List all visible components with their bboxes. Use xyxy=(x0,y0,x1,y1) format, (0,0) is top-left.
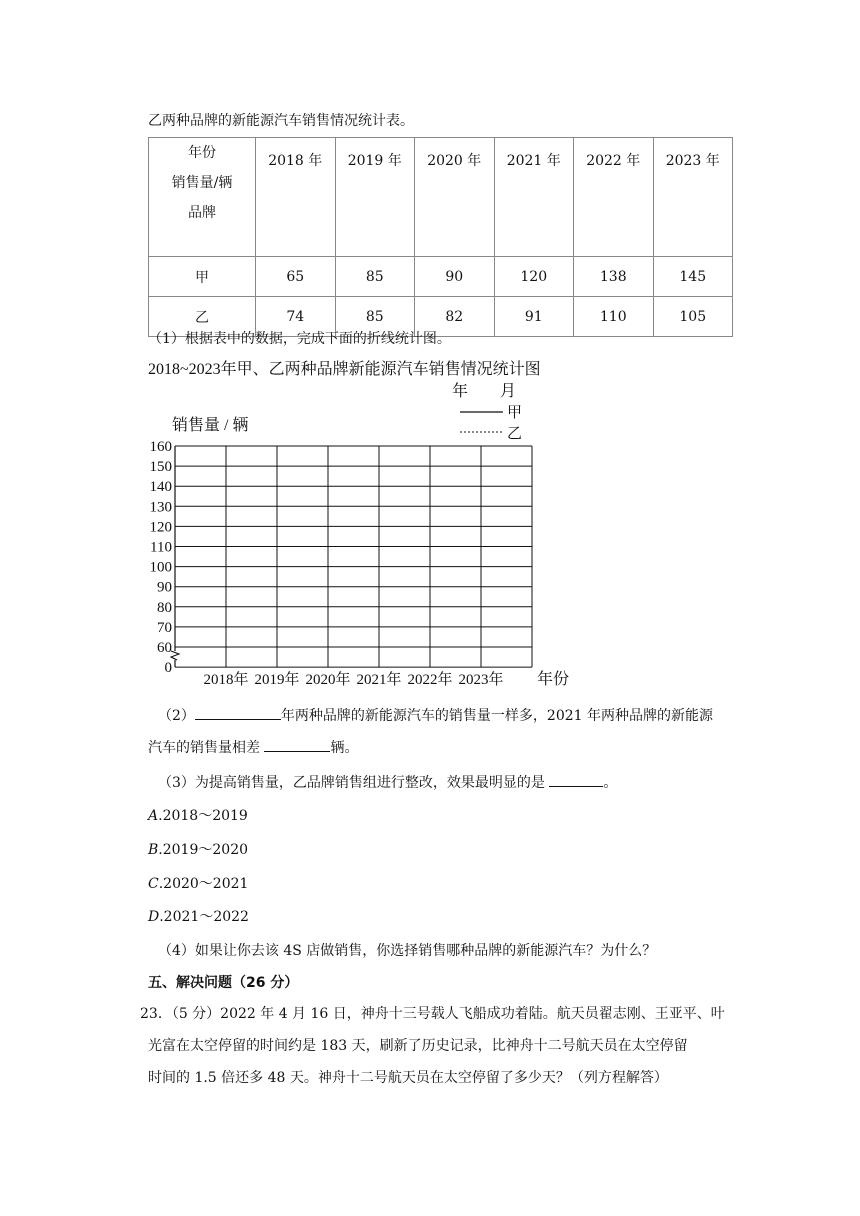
option-b[interactable] xyxy=(148,839,248,859)
value-cell: 74 xyxy=(256,297,336,337)
value-cell: 85 xyxy=(335,297,415,337)
value-cell: 138 xyxy=(574,257,654,297)
header-sales: 销售量/辆 xyxy=(171,175,233,191)
option-letter: A xyxy=(148,808,159,824)
question-23 xyxy=(140,998,730,1094)
option-c[interactable] xyxy=(148,873,248,893)
value-cell: 105 xyxy=(653,297,733,337)
option-letter: D xyxy=(148,909,160,925)
option-text: .2019～2020 xyxy=(158,842,249,858)
value-cell: 145 xyxy=(653,257,733,297)
x-tick-label: 2021年 xyxy=(356,672,402,689)
y-tick-label: 90 xyxy=(157,579,172,596)
header-year-cell: 2018 年 xyxy=(256,138,336,257)
x-tick-label: 2023年 xyxy=(458,672,504,689)
value-cell: 85 xyxy=(335,257,415,297)
x-axis-label: 年份 xyxy=(537,671,570,688)
y-tick-label: 100 xyxy=(149,559,172,576)
chart-legend xyxy=(460,404,522,442)
y-tick-label: 80 xyxy=(157,599,172,616)
q3-text: （3）为提高销售量，乙品牌销售组进行整改，效果最明显的是 xyxy=(158,775,550,791)
x-tick-label: 2022年 xyxy=(407,672,453,689)
table-header-row xyxy=(149,138,733,257)
q2-blank-year[interactable] xyxy=(195,705,281,720)
option-letter: C xyxy=(148,876,159,892)
chart-date-line: 年 月 xyxy=(452,383,517,400)
x-tick-label: 2018年 xyxy=(203,672,249,689)
section-heading: 五、解决问题（26 分） xyxy=(148,975,299,991)
table-header-corner xyxy=(149,138,256,257)
header-year-cell: 2022 年 xyxy=(574,138,654,257)
value-cell: 120 xyxy=(494,257,574,297)
q2-line2-suffix: 辆。 xyxy=(330,740,359,756)
option-text: .2018～2019 xyxy=(158,808,248,824)
y-tick-label: 140 xyxy=(149,479,172,496)
sales-table xyxy=(148,137,733,337)
y-tick-label: 120 xyxy=(149,519,172,536)
table-row xyxy=(149,257,733,297)
question-1: （1）根据表中的数据，完成下面的折线统计图。 xyxy=(148,331,451,347)
q23-line-1: 23．（5 分）2022 年 4 月 16 日，神舟十三号载人飞船成功着陆。航天员翟志刚、王亚平、叶 xyxy=(140,1006,725,1022)
question-2-line-2 xyxy=(148,737,358,757)
legend-label-yi: 乙 xyxy=(507,426,523,442)
header-year-cell: 2023 年 xyxy=(653,138,733,257)
x-tick-label: 2019年 xyxy=(254,672,300,689)
option-d[interactable] xyxy=(148,906,249,926)
legend-label-jia: 甲 xyxy=(507,405,523,421)
q2-blank-difference[interactable] xyxy=(264,737,330,752)
question-2-line-1 xyxy=(158,705,713,725)
chart-grid xyxy=(171,446,532,667)
y-axis-label: 销售量 / 辆 xyxy=(172,417,249,434)
option-text: .2021～2022 xyxy=(159,909,249,925)
header-year-cell: 2019 年 xyxy=(335,138,415,257)
table-intro: 乙两种品牌的新能源汽车销售情况统计表。 xyxy=(148,113,414,129)
question-4: （4）如果让你去该 4S 店做销售，你选择销售哪种品牌的新能源汽车？为什么？ xyxy=(158,943,657,959)
brand-cell: 甲 xyxy=(149,257,256,297)
option-letter: B xyxy=(148,842,159,858)
y-tick-label: 160 xyxy=(149,439,172,455)
y-tick-labels xyxy=(150,439,173,676)
q2-prefix: （2） xyxy=(158,708,195,724)
brand-cell: 乙 xyxy=(149,297,256,337)
value-cell: 110 xyxy=(574,297,654,337)
q2-line2-prefix: 汽车的销售量相差 xyxy=(148,740,265,756)
y-tick-label: 0 xyxy=(164,660,172,677)
q3-blank[interactable] xyxy=(549,772,603,787)
value-cell: 82 xyxy=(415,297,495,337)
question-3 xyxy=(158,772,617,792)
header-year: 年份 xyxy=(188,145,216,161)
header-year-cell: 2020 年 xyxy=(415,138,495,257)
chart-title: 2018~2023年甲、乙两种品牌新能源汽车销售情况统计图 xyxy=(148,361,541,378)
x-tick-label: 2020年 xyxy=(305,672,351,689)
y-tick-label: 70 xyxy=(157,619,172,636)
q2-mid: 年两种品牌的新能源汽车的销售量一样多，2021 年两种品牌的新能源 xyxy=(280,708,713,724)
line-chart xyxy=(0,352,860,692)
value-cell: 90 xyxy=(415,257,495,297)
y-tick-label: 60 xyxy=(157,640,172,656)
q23-line-2: 光富在太空停留的时间约是 183 天，刷新了历史记录，比神舟十二号航天员在太空停留 xyxy=(148,1038,688,1054)
value-cell: 65 xyxy=(256,257,336,297)
option-a[interactable] xyxy=(148,805,248,825)
q3-end: 。 xyxy=(603,775,618,791)
header-year-cell: 2021 年 xyxy=(494,138,574,257)
x-tick-labels xyxy=(203,670,503,688)
header-brand: 品牌 xyxy=(188,205,216,221)
y-tick-label: 150 xyxy=(149,459,172,476)
y-tick-label: 130 xyxy=(149,499,172,516)
value-cell: 91 xyxy=(494,297,574,337)
q23-line-3: 时间的 1.5 倍还多 48 天。神舟十二号航天员在太空停留了多少天？（列方程解答） xyxy=(148,1070,668,1086)
axis-break-icon xyxy=(171,651,179,660)
option-text: .2020～2021 xyxy=(158,876,249,892)
y-tick-label: 110 xyxy=(150,539,172,556)
